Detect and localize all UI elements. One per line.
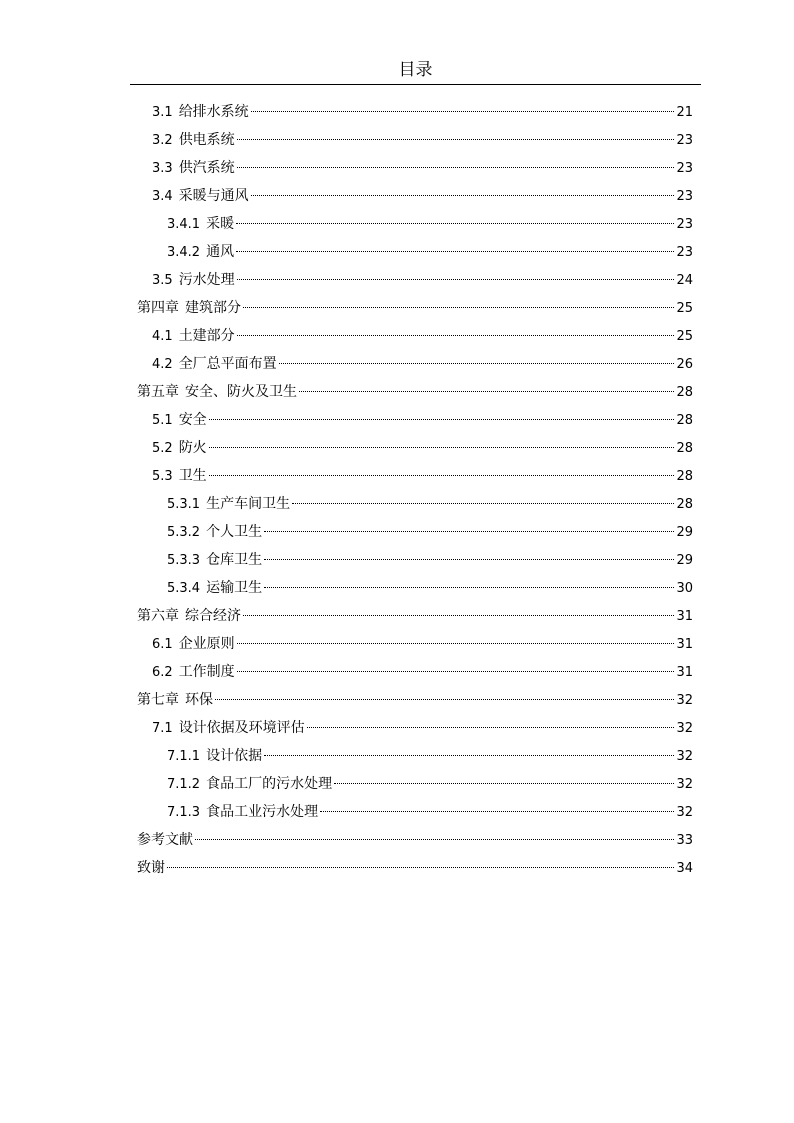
toc-entry-label: 设计依据及环境评估 [178,720,305,736]
toc-entry-number: 5.2 [152,441,173,456]
toc-entry[interactable] [137,126,693,154]
toc-dot-leader [236,223,674,224]
toc-dot-leader [264,559,674,560]
toc-entry-label: 环保 [185,692,213,708]
toc-entry[interactable] [137,406,693,434]
toc-entry-page-number: 32 [676,693,693,708]
toc-entry-number: 5.3.1 [167,497,201,512]
toc-entry-page-number: 31 [676,665,693,680]
toc-entry-page-number: 33 [676,833,693,848]
toc-entry[interactable] [137,826,693,854]
toc-entry-number: 3.4.2 [167,245,201,260]
toc-entry[interactable] [137,378,693,406]
toc-entry-number: 7.1 [152,721,173,736]
toc-entry-number: 7.1.1 [167,749,201,764]
toc-entry-number: 5.3 [152,469,173,484]
toc-dot-leader [307,727,675,728]
toc-dot-leader [237,335,675,336]
toc-entry-label: 食品工业污水处理 [206,804,319,820]
toc-entry-label: 设计依据 [206,748,263,764]
toc-entry[interactable] [137,518,693,546]
toc-dot-leader [209,475,675,476]
toc-entry-label: 生产车间卫生 [206,496,291,512]
toc-entry-number: 第四章 [137,300,179,316]
toc-entry[interactable] [137,434,693,462]
toc-dot-leader [264,587,674,588]
toc-entry-number: 7.1.3 [167,805,201,820]
toc-entry-page-number: 28 [676,469,693,484]
page-title: 目录 [398,60,433,80]
toc-entry-page-number: 32 [676,721,693,736]
toc-entry-label: 卫生 [178,468,207,484]
toc-entry-label: 综合经济 [185,608,241,624]
toc-dot-leader [243,615,674,616]
toc-entry[interactable] [137,574,693,602]
toc-dot-leader [195,839,674,840]
toc-entry-page-number: 31 [676,609,693,624]
toc-dot-leader [215,699,674,700]
toc-entry-label: 工作制度 [178,664,235,680]
toc-entry-page-number: 31 [676,637,693,652]
toc-entry[interactable] [137,350,693,378]
toc-entry-page-number: 23 [676,161,693,176]
toc-entry[interactable] [137,210,693,238]
toc-dot-leader [237,139,675,140]
toc-entry-number: 5.3.4 [167,581,201,596]
toc-entry-label: 通风 [206,244,235,260]
toc-entry[interactable] [137,266,693,294]
toc-entry-number: 第六章 [137,608,179,624]
toc-dot-leader [264,531,674,532]
toc-entry-page-number: 26 [676,357,693,372]
toc-entry-page-number: 34 [676,861,693,876]
toc-entry[interactable] [137,686,693,714]
toc-dot-leader [236,251,674,252]
toc-dot-leader [209,419,675,420]
toc-entry[interactable] [137,854,693,882]
toc-dot-leader [251,111,675,112]
toc-dot-leader [237,671,675,672]
toc-entry-number: 第七章 [137,692,179,708]
toc-entry-label: 防火 [178,440,207,456]
toc-entry[interactable] [137,98,693,126]
table-of-contents [137,98,693,882]
toc-entry-label: 运输卫生 [206,580,263,596]
toc-dot-leader [243,307,674,308]
toc-entry-label: 采暖 [206,216,235,232]
toc-entry[interactable] [137,714,693,742]
toc-entry[interactable] [137,658,693,686]
toc-entry-label: 个人卫生 [206,524,263,540]
toc-entry-number: 3.4 [152,189,173,204]
header-rule [130,84,701,85]
toc-entry-label: 污水处理 [178,272,235,288]
toc-entry-number: 3.5 [152,273,173,288]
toc-entry-page-number: 25 [676,301,693,316]
toc-entry[interactable] [137,490,693,518]
toc-entry-label: 土建部分 [178,328,235,344]
toc-entry-label: 致谢 [137,860,165,876]
toc-entry-label: 供汽系统 [178,160,235,176]
toc-entry-page-number: 25 [676,329,693,344]
toc-entry[interactable] [137,742,693,770]
toc-entry-label: 仓库卫生 [206,552,263,568]
toc-entry[interactable] [137,546,693,574]
toc-dot-leader [209,447,675,448]
toc-dot-leader [292,503,674,504]
toc-entry-label: 参考文献 [137,832,193,848]
toc-entry[interactable] [137,602,693,630]
toc-dot-leader [299,391,674,392]
toc-entry-label: 全厂总平面布置 [178,356,277,372]
toc-entry-label: 供电系统 [178,132,235,148]
toc-entry-number: 5.3.2 [167,525,201,540]
toc-entry-page-number: 28 [676,441,693,456]
toc-entry[interactable] [137,294,693,322]
toc-dot-leader [279,363,675,364]
toc-entry-label: 建筑部分 [185,300,241,316]
toc-entry-page-number: 29 [676,525,693,540]
toc-entry-page-number: 32 [676,749,693,764]
toc-entry[interactable] [137,154,693,182]
toc-entry-page-number: 24 [676,273,693,288]
toc-entry-number: 3.4.1 [167,217,201,232]
toc-entry[interactable] [137,770,693,798]
toc-entry-page-number: 28 [676,385,693,400]
toc-entry-number: 3.2 [152,133,173,148]
toc-entry[interactable] [137,182,693,210]
toc-entry-number: 第五章 [137,384,179,400]
toc-dot-leader [237,643,675,644]
toc-entry-page-number: 32 [676,805,693,820]
toc-entry-page-number: 32 [676,777,693,792]
toc-dot-leader [237,167,675,168]
toc-entry-page-number: 21 [676,105,693,120]
toc-entry-number: 3.3 [152,161,173,176]
toc-entry-number: 4.1 [152,329,173,344]
toc-dot-leader [237,279,675,280]
toc-entry-label: 采暖与通风 [178,188,249,204]
toc-dot-leader [167,867,674,868]
toc-entry-page-number: 30 [676,581,693,596]
toc-entry-label: 给排水系统 [178,104,249,120]
toc-entry-number: 5.1 [152,413,173,428]
toc-entry-number: 5.3.3 [167,553,201,568]
toc-entry-number: 6.2 [152,665,173,680]
toc-entry-page-number: 23 [676,245,693,260]
toc-entry-label: 安全、防火及卫生 [185,384,297,400]
toc-entry-page-number: 28 [676,413,693,428]
toc-dot-leader [264,755,674,756]
toc-entry-number: 6.1 [152,637,173,652]
toc-entry[interactable] [137,322,693,350]
toc-dot-leader [320,811,674,812]
toc-entry-number: 3.1 [152,105,173,120]
toc-dot-leader [251,195,675,196]
toc-entry-page-number: 23 [676,189,693,204]
toc-entry-page-number: 23 [676,217,693,232]
toc-entry-label: 食品工厂的污水处理 [206,776,333,792]
toc-entry[interactable] [137,462,693,490]
toc-entry-label: 企业原则 [178,636,235,652]
toc-entry-label: 安全 [178,412,207,428]
toc-entry-number: 4.2 [152,357,173,372]
toc-entry-page-number: 28 [676,497,693,512]
toc-entry-number: 7.1.2 [167,777,201,792]
toc-entry-page-number: 23 [676,133,693,148]
toc-entry-page-number: 29 [676,553,693,568]
toc-dot-leader [334,783,674,784]
toc-entry[interactable] [137,238,693,266]
toc-entry[interactable] [137,798,693,826]
toc-entry[interactable] [137,630,693,658]
